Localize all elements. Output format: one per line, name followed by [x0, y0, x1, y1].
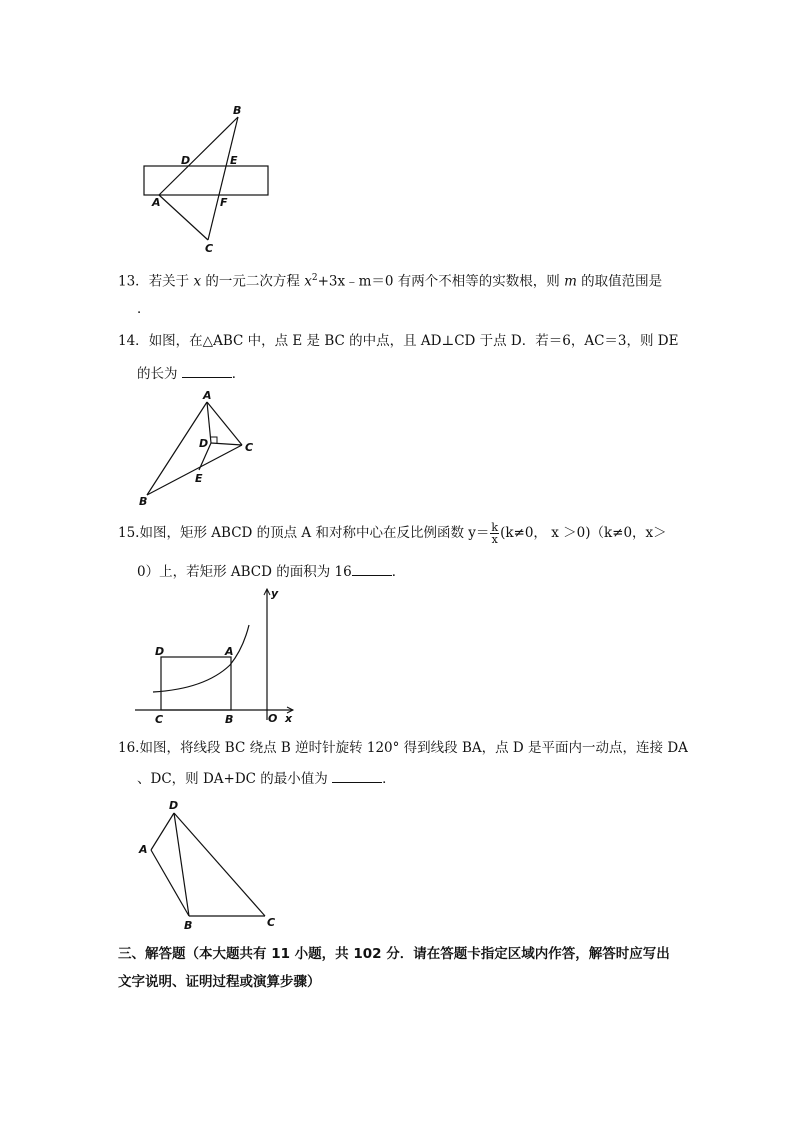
question-number: 15.	[118, 525, 140, 541]
label-D: D	[155, 645, 165, 658]
label-D: D	[199, 437, 209, 450]
question-13: 13．若关于 x 的一元二次方程 $x^2+3x﹣m=0$ 有两个不相等的实数根，则 m 的取值范围是	[118, 273, 663, 290]
line-BC	[208, 117, 238, 240]
question-14: 14．如图，在△ABC 中，点 E 是 BC 的中点，且 AD⊥CD 于点 D．若＝6，AC＝3，则 DE	[118, 333, 679, 349]
line-AB	[159, 117, 238, 195]
section-3-heading: 三、解答题（本大题共有 11 小题，共 102 分．请在答题卡指定区域内作答，解答时应写出 文字说明、证明过程或演算步骤）	[118, 946, 670, 990]
label-F: F	[220, 196, 228, 209]
label-C: C	[205, 242, 214, 255]
label-D: D	[181, 154, 191, 167]
label-x: x	[285, 712, 293, 725]
question-14-line2: 的长为 ．	[137, 363, 245, 384]
rectangle-ABCD	[161, 657, 231, 710]
line-DA	[151, 813, 174, 850]
label-A: A	[225, 645, 234, 658]
hyperbola-curve	[153, 625, 249, 692]
label-B: B	[225, 713, 234, 725]
label-B: B	[233, 104, 242, 117]
label-D: D	[169, 799, 179, 812]
figure-q14-svg	[135, 385, 265, 510]
line-AC	[159, 195, 208, 240]
question-16: 16.如图，将线段 BC 绕点 B 逆时针旋转 120° 得到线段 BA，点 D 是平面内一动点，连接 DA	[118, 740, 688, 756]
line-AC	[207, 402, 242, 445]
answer-blank	[352, 561, 392, 576]
answer-blank	[332, 768, 382, 783]
figure-q16-svg	[135, 795, 285, 935]
fraction-k-over-x: $\frac{k}{x}$	[491, 521, 499, 546]
figure-q14	[135, 385, 265, 510]
answer-blank	[182, 363, 232, 378]
label-B: B	[139, 495, 148, 508]
figure-q15-svg	[135, 585, 300, 725]
label-y: y	[271, 587, 279, 600]
figure-q12-svg	[130, 100, 280, 255]
question-16-line2: 、DC，则 DA+DC 的最小值为 ．	[137, 768, 396, 789]
line-DB	[174, 813, 189, 916]
line-BC	[147, 445, 242, 495]
question-15-line2: 0）上，若矩形 ABCD 的面积为 16 ．	[137, 561, 405, 582]
line-AB	[151, 850, 189, 916]
label-E: E	[195, 472, 203, 485]
label-E: E	[230, 154, 238, 167]
right-angle-mark	[211, 437, 217, 443]
label-O: O	[268, 712, 278, 725]
label-A: A	[152, 196, 161, 209]
label-A: A	[139, 843, 148, 856]
figure-q15	[135, 585, 300, 725]
line-DC	[174, 813, 265, 916]
question-15: 15.如图，矩形 ABCD 的顶点 A 和对称中心在反比例函数 y＝ $\frac{k}{x}$ (k≠0， x ＞0)（k≠0，x＞	[118, 521, 667, 546]
question-number: 16.	[118, 740, 140, 756]
figure-q12	[130, 100, 280, 255]
question-13-end: ．	[137, 301, 151, 317]
figure-q16	[135, 795, 285, 935]
label-A: A	[203, 389, 212, 402]
label-C: C	[155, 713, 164, 725]
question-number: 13．	[118, 273, 149, 290]
label-C: C	[245, 441, 254, 454]
label-C: C	[267, 916, 276, 929]
question-number: 14．	[118, 333, 149, 349]
label-B: B	[184, 919, 193, 932]
line-DC	[211, 443, 242, 445]
